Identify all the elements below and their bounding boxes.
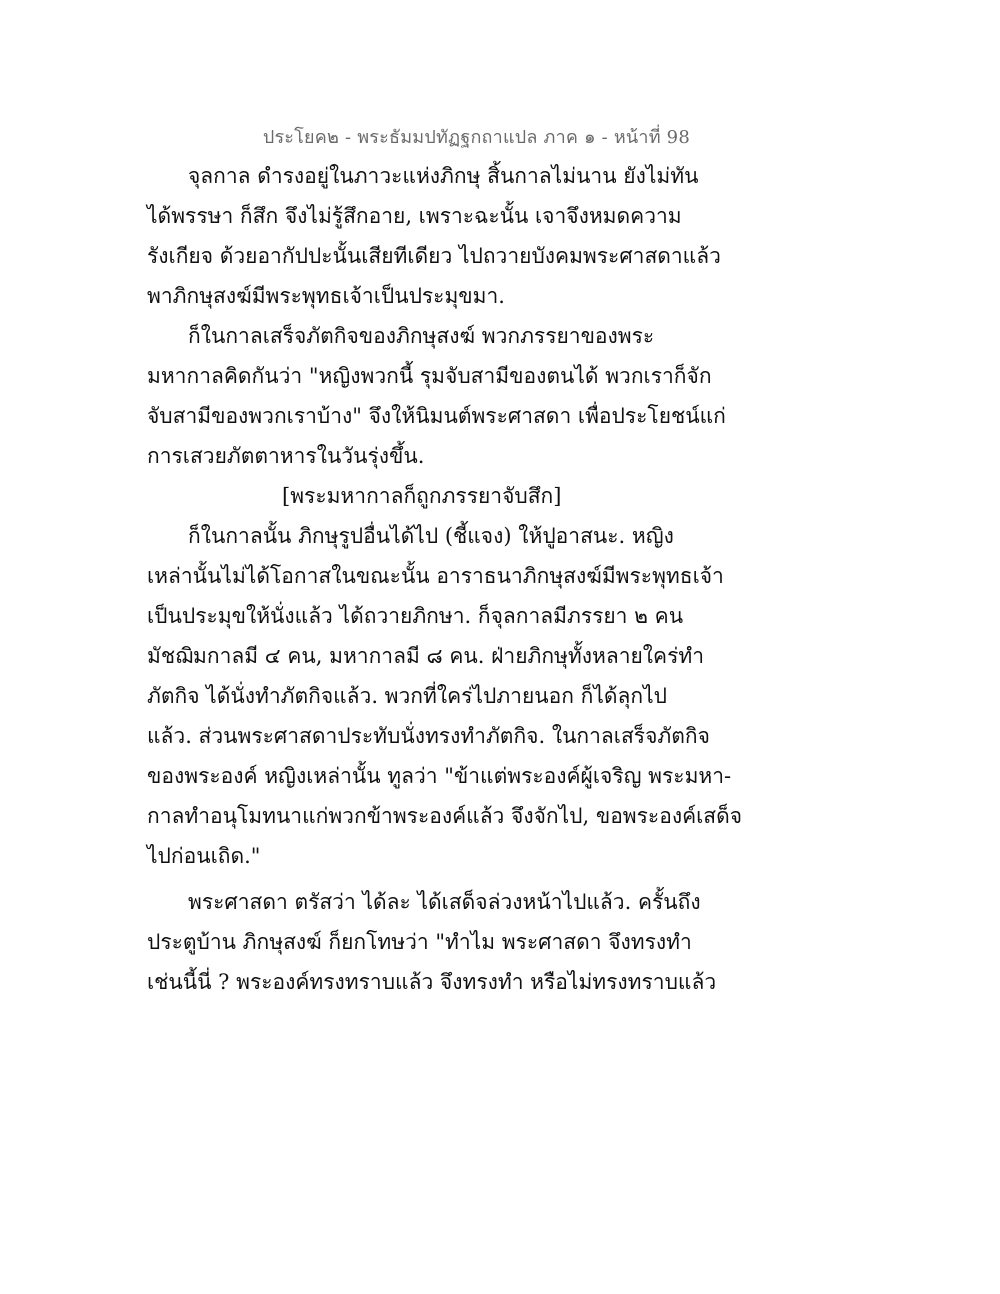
text-line: แล้ว. ส่วนพระศาสดาประทับนั่งทรงทำภัตกิจ. ในกาลเสร็จภัตกิจ xyxy=(147,724,710,748)
text-line: มัชฌิมกาลมี ๔ คน, มหากาลมี ๘ คน. ฝ่ายภิกษุทั้งหลายใคร่ทำ xyxy=(147,644,705,668)
text-line: ก็ในกาลนั้น ภิกษุรูปอื่นได้ไป (ชี้แจง) ให้ปูอาสนะ. หญิง xyxy=(188,524,674,548)
text-line: ก็ในกาลเสร็จภัตกิจของภิกษุสงฆ์ พวกภรรยาของพระ xyxy=(188,324,655,348)
text-line: จับสามีของพวกเราบ้าง" จึงให้นิมนต์พระศาสดา เพื่อประโยชน์แก่ xyxy=(147,404,726,428)
text-line: ประตูบ้าน ภิกษุสงฆ์ ก็ยกโทษว่า "ทำไม พระศาสดา จึงทรงทำ xyxy=(147,930,692,954)
text-line: ภัตกิจ ได้นั่งทำภัตกิจแล้ว. พวกที่ใคร่ไปภายนอก ก็ได้ลุกไป xyxy=(147,684,668,708)
text-line: มหากาลคิดกันว่า "หญิงพวกนี้ รุมจับสามีของตนได้ พวกเราก็จัก xyxy=(147,364,712,388)
section-heading: [พระมหากาลก็ถูกภรรยาจับสึก] xyxy=(282,484,562,508)
text-line: ได้พรรษา ก็สึก จึงไม่รู้สึกอาย, เพราะฉะนั้น เจาจึงหมดความ xyxy=(147,204,682,228)
text-line: พระศาสดา ตรัสว่า ได้ละ ได้เสด็จล่วงหน้าไปแล้ว. ครั้นถึง xyxy=(188,890,701,914)
text-line: ของพระองค์ หญิงเหล่านั้น ทูลว่า "ข้าแต่พระองค์ผู้เจริญ พระมหา- xyxy=(147,764,732,788)
text-line: กาลทำอนุโมทนาแก่พวกข้าพระองค์แล้ว จึงจักไป, ขอพระองค์เสด็จ xyxy=(147,804,743,828)
text-line: รังเกียจ ด้วยอากัปปะนั้นเสียทีเดียว ไปถวายบังคมพระศาสดาแล้ว xyxy=(147,244,721,268)
text-line: เป็นประมุขให้นั่งแล้ว ได้ถวายภิกษา. ก็จุลกาลมีภรรยา ๒ คน xyxy=(147,604,684,628)
page-header: ประโยค๒ - พระธัมมปทัฏฐกถาแปล ภาค ๑ - หน้าที่ 98 xyxy=(262,127,690,148)
body-text xyxy=(147,156,743,1002)
text-line: จุลกาล ดำรงอยู่ในภาวะแห่งภิกษุ สิ้นกาลไม่นาน ยังไม่ทัน xyxy=(188,164,699,188)
text-line: เหล่านั้นไม่ได้โอกาสในขณะนั้น อาราธนาภิกษุสงฆ์มีพระพุทธเจ้า xyxy=(147,564,724,588)
text-line: ไปก่อนเถิด." xyxy=(147,844,261,868)
text-line: เช่นนี้นี่ ? พระองค์ทรงทราบแล้ว จึงทรงทำ หรือไม่ทรงทราบแล้ว xyxy=(147,970,717,994)
text-line: การเสวยภัตตาหารในวันรุ่งขึ้น. xyxy=(147,444,425,468)
text-line: พาภิกษุสงฆ์มีพระพุทธเจ้าเป็นประมุขมา. xyxy=(147,284,505,308)
